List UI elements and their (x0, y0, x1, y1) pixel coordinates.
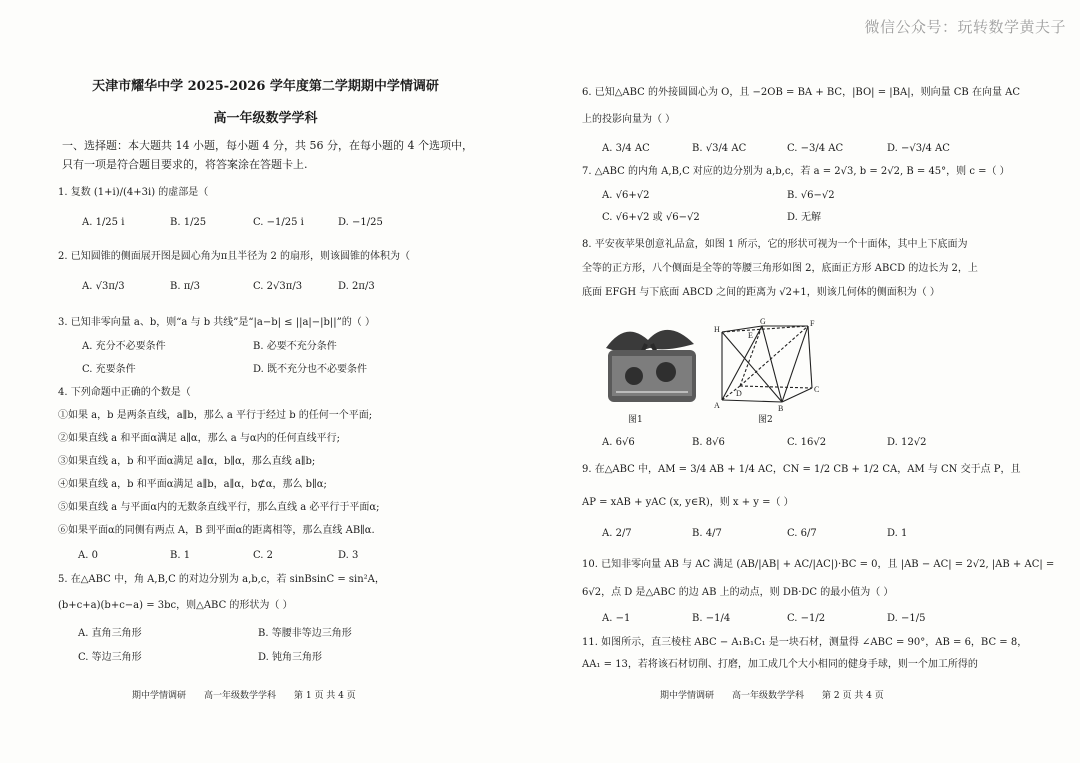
statement-3: ③如果直线 a，b 和平面α满足 a∥α，b∥α，那么直线 a∥b; (58, 456, 316, 468)
question-5: 5. 在△ABC 中，角 A,B,C 的对边分别为 a,b,c，若 sinBsinC = sin²A， (58, 574, 385, 586)
exam-subtitle: 高一年级数学学科 (213, 110, 318, 126)
option-b: B. 等腰非等边三角形 (258, 628, 352, 640)
page-2 (582, 86, 1055, 676)
question-11: 11. 如图所示，直三棱柱 ABC − A₁B₁C₁ 是一块石材，测量得 ∠ABC = 90°，AB = 6，BC = 8， (582, 637, 1028, 648)
question-9: 9. 在△ABC 中，AM = 3/4 AB + 1/4 AC，CN = 1/2 CB + 1/2 CA，AM 与 CN 交于点 P，且 (582, 464, 1021, 475)
option-c: C. 2√3π/3 (253, 281, 303, 293)
option-c: C. −3/4 AC (787, 143, 844, 154)
question-2: 2. 已知圆锥的侧面展开图是圆心角为π且半径为 2 的扇形，则该圆锥的体积为（ (58, 251, 411, 263)
question-1: 1. 复数 (1+i)/(4+3i) 的虚部是（ (58, 187, 209, 199)
statement-2: ②如果直线 a 和平面α满足 a∥α，那么 a 与α内的任何直线平行; (58, 433, 341, 445)
option-d: D. 12√2 (887, 437, 927, 448)
option-d: D. −√3/4 AC (887, 143, 950, 154)
option-a: A. 0 (78, 550, 98, 562)
figure-2-label: 图2 (758, 415, 773, 425)
option-c: C. 2 (253, 550, 274, 562)
option-b: B. √6−√2 (787, 190, 835, 201)
option-c: C. 6/7 (787, 528, 817, 539)
option-a: A. 2/7 (602, 528, 632, 539)
question-8-figures (582, 318, 842, 428)
option-c: C. −1/2 (787, 613, 826, 624)
option-b: B. 1 (170, 550, 191, 562)
statement-6: ⑥如果平面α的同侧有两点 A，B 到平面α的距离相等，那么直线 AB∥α. (58, 525, 375, 537)
option-d: D. 3 (338, 550, 359, 562)
question-list-2 (582, 86, 1055, 676)
statement-4: ④如果直线 a，b 和平面α满足 a∥b，a∥α，b⊄α，那么 b∥α; (58, 479, 327, 491)
option-a: A. 直角三角形 (78, 628, 142, 640)
option-d: D. −1/5 (887, 613, 926, 624)
question-3: 3. 已知非零向量 a、b，则“a 与 b 共线”是“|a−b| ≤ ||a|−|b||”的（ ） (58, 317, 375, 329)
statement-1: ①如果 a，b 是两条直线，a∥b，那么 a 平行于经过 b 的任何一个平面; (58, 410, 373, 422)
svg-text:B: B (778, 404, 784, 413)
question-8-cont-1: 全等的正方形，八个侧面是全等的等腰三角形如图 2，底面正方形 ABCD 的边长为 2，上 (582, 263, 978, 274)
option-b: B. −1/4 (692, 613, 731, 624)
question-6-cont: 上的投影向量为（ ） (582, 114, 676, 125)
page-1-footer: 期中学情调研 高一年级数学学科 第 1 页 共 4 页 (132, 691, 356, 701)
option-a: A. −1 (602, 613, 631, 624)
question-10: 10. 已知非零向量 AB 与 AC 满足 (AB/|AB| + AC/|AC|)·BC = 0，且 |AB − AC| = 2√2, |AB + AC| = (582, 559, 1055, 570)
option-c: C. −1/25 i (253, 217, 304, 229)
option-c: C. 充要条件 (82, 364, 136, 376)
question-10-cont: 6√2，点 D 是△ABC 的边 AB 上的动点，则 DB·DC 的最小值为（ ） (582, 587, 894, 598)
option-a: A. 6√6 (602, 437, 635, 448)
option-d: D. 1 (887, 528, 908, 539)
option-a: A. √6+√2 (602, 190, 650, 201)
option-c: C. 等边三角形 (78, 652, 142, 664)
svg-text:H: H (714, 325, 720, 334)
page-1 (58, 78, 473, 700)
svg-text:D: D (736, 389, 742, 398)
question-8-cont-2: 底面 EFGH 与下底面 ABCD 之间的距离为 √2+1，则该几何体的侧面积为（ ） (582, 287, 940, 298)
option-d: D. 既不充分也不必要条件 (253, 364, 368, 376)
option-d: D. 无解 (787, 212, 822, 223)
watermark-text: 微信公众号：玩转数学黄夫子 (864, 18, 1066, 36)
option-a: A. √3π/3 (82, 281, 125, 293)
section-heading: 一、选择题：本大题共 14 小题，每小题 4 分，共 56 分，在每小题的 4 个选项中，只有一项是符合题目要求的，将答案涂在答题卡上. (62, 139, 473, 171)
polyhedron-figure (712, 318, 832, 413)
page-2-footer: 期中学情调研 高一年级数学学科 第 2 页 共 4 页 (660, 691, 884, 701)
option-b: B. 8√6 (692, 437, 725, 448)
option-a: A. 1/25 i (82, 217, 125, 229)
exam-title: 天津市耀华中学 2025-2026 学年度第二学期期中学情调研 (92, 79, 439, 94)
option-b: B. √3/4 AC (692, 143, 747, 154)
option-c: C. √6+√2 或 √6−√2 (602, 212, 700, 223)
option-a: A. 充分不必要条件 (82, 341, 166, 353)
option-d: D. 2π/3 (338, 281, 375, 293)
option-c: C. 16√2 (787, 437, 827, 448)
gift-box-figure (596, 318, 706, 408)
question-11-cont: AA₁ = 13，若将该石材切削、打磨，加工成几个大小相同的健身手球，则一个加工所得的 (582, 659, 978, 670)
question-5-cont: (b+c+a)(b+c−a) = 3bc，则△ABC 的形状为（ ） (58, 600, 293, 612)
svg-text:E: E (748, 331, 753, 340)
option-d: D. −1/25 (338, 217, 383, 229)
svg-text:F: F (810, 319, 815, 328)
question-7: 7. △ABC 的内角 A,B,C 对应的边分别为 a,b,c，若 a = 2√3, b = 2√2, B = 45°，则 c =（ ） (582, 166, 1010, 177)
svg-text:A: A (714, 401, 720, 410)
question-list (58, 180, 473, 700)
svg-text:G: G (760, 318, 766, 326)
question-4: 4. 下列命题中正确的个数是（ (58, 387, 191, 399)
option-d: D. 钝角三角形 (258, 652, 323, 664)
statement-5: ⑤如果直线 a 与平面α内的无数条直线平行，那么直线 a 必平行于平面α; (58, 502, 380, 514)
option-b: B. 必要不充分条件 (253, 341, 337, 353)
figure-1-label: 图1 (628, 415, 643, 425)
question-8: 8. 平安夜苹果创意礼品盒，如图 1 所示，它的形状可视为一个十面体，其中上下底面为 (582, 239, 968, 250)
question-6: 6. 已知△ABC 的外接圆圆心为 O，且 −2OB = BA + BC，|BO| = |BA|，则向量 CB 在向量 AC (582, 87, 1020, 98)
option-b: B. 4/7 (692, 528, 722, 539)
option-b: B. π/3 (170, 281, 201, 293)
option-a: A. 3/4 AC (602, 143, 650, 154)
option-b: B. 1/25 (170, 217, 207, 229)
svg-text:C: C (814, 385, 820, 394)
question-9-cont: AP = xAB + yAC (x, y∈R)，则 x + y =（ ） (582, 497, 794, 508)
